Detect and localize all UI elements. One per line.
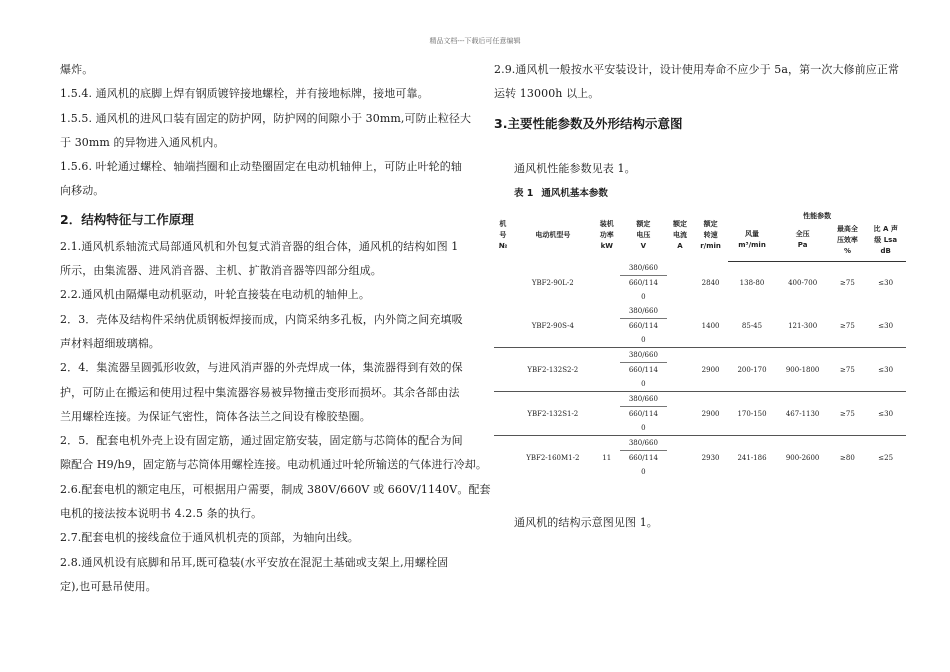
paragraph: 于 30mm 的异物进入通风机内。 [60,135,225,149]
section-heading: 2．结构特征与工作原理 [60,211,194,227]
cell-power: 11 [594,436,620,480]
cell-voltage: 660/114 [628,454,658,463]
cell-flow: 200-170 [728,348,775,392]
left-column [60,58,491,599]
paragraph: 1.5.4. 通风机的底脚上焊有钢质镀锌接地螺栓，并有接地标牌，接地可靠。 [60,87,429,101]
figure-reference: 通风机的结构示意图见图 1。 [514,516,658,530]
paragraph: 运转 13000h 以上。 [494,87,600,101]
cell-efficiency: ≥75 [830,392,866,436]
paragraph: 2.1.通风机系轴流式局部通风机和外包复式消音器的组合体，通风机的结构如图 1 [60,239,459,253]
cell-speed: 2930 [693,436,728,480]
cell-motor: YBF2-90L-2 [531,278,574,287]
cell-no [494,261,512,304]
cell-motor: YBF2-90S-4 [531,321,574,330]
cell-voltage: 380/660 [620,348,667,363]
cell-pressure: 467-1130 [776,392,830,436]
cell-flow: 85-45 [741,321,763,330]
paragraph: 2.2.通风机由隔爆电动机驱动，叶轮直接装在电动机的轴伸上。 [60,288,370,302]
right-column [494,58,914,536]
paragraph: 爆炸。 [60,63,94,76]
cell-no [494,436,512,480]
header-power: 装机 功率 kW [599,220,614,251]
cell-motor: YBF2-132S1-2 [512,392,594,436]
cell-no [494,348,512,392]
paragraph: 隙配合 H9/h9，固定筋与芯筒体用螺栓连接。电动机通过叶轮所输送的气体进行冷却。 [60,458,487,472]
header-motor: 电动机型号 [535,231,571,240]
cell-voltage: 660/114 [628,410,658,419]
cell-power [594,392,620,436]
header-noise: 比 A 声 级 Lsa dB [865,223,906,262]
cell-pressure: 400-700 [788,279,818,288]
cell-flow: 170-150 [728,392,775,436]
table-row [494,304,906,319]
cell-speed: 1400 [701,321,720,330]
cell-flow: 241-186 [728,436,775,480]
cell-current [667,304,693,348]
paragraph: 护，可防止在搬运和使用过程中集流器容易被异物撞击变形而损坏。其余各部由法 [60,385,460,399]
header-pressure: 全压 Pa [776,223,830,262]
paragraph: 2.6.配套电机的额定电压，可根据用户需要，制成 380V/660V 或 660V/1140V。配套 [60,482,491,496]
cell-current [667,348,693,392]
cell-current [667,392,693,436]
cell-flow: 138-80 [739,279,765,288]
cell-power [594,348,620,392]
section-heading: 3.主要性能参数及外形结构示意图 [494,115,683,131]
cell-current [667,261,693,304]
paragraph: 1.5.6. 叶轮通过螺栓、轴端挡圈和止动垫圈固定在电动机轴伸上，可防止叶轮的轴 [60,160,462,174]
cell-efficiency: ≥80 [830,436,866,480]
paragraph: 电机的接法按本说明书 4.2.5 条的执行。 [60,507,263,521]
table-body [494,261,906,479]
cell-current [667,436,693,480]
cell-voltage: 0 [641,380,646,389]
paragraph: 2.9.通风机一般按水平安装设计，设计使用寿命不应少于 5a，第一次大修前应正常 [494,63,900,76]
paragraph: 2．4．集流器呈圆弧形收敛，与进风消声器的外壳焊成一体，集流器得到有效的保 [60,361,463,375]
paragraph: 2．5．配套电机外壳上设有固定筋，通过固定筋安装，固定筋与芯筒体的配合为间 [60,434,463,448]
page-header: 精品文档---下载后可任意编辑 [429,37,521,45]
paragraph: 向移动。 [60,184,105,198]
cell-motor: YBF2-160M1-2 [512,436,594,480]
table-caption [494,185,914,203]
header-no: 机 号 № [498,220,508,251]
cell-voltage: 380/660 [620,392,667,407]
cell-efficiency: ≥75 [830,348,866,392]
table-row [494,261,906,276]
cell-voltage: 380/660 [620,261,667,276]
header-performance-group: 性能参数 [803,211,832,220]
cell-speed: 2900 [693,348,728,392]
cell-noise: ≤30 [878,279,894,288]
cell-voltage: 380/660 [620,436,667,451]
cell-voltage: 380/660 [620,304,667,319]
cell-speed: 2840 [701,278,720,287]
cell-pressure: 900-2600 [776,436,830,480]
cell-power [594,304,620,348]
cell-no [494,392,512,436]
cell-voltage: 0 [641,336,646,345]
cell-no [494,304,512,348]
paragraph: 兰用螺栓连接。为保证气密性，筒体各法兰之间设有橡胶垫圈。 [60,409,371,423]
cell-voltage: 0 [641,293,646,302]
table-row [494,436,906,451]
paragraph: 声材料超细玻璃棉。 [60,336,160,350]
table-title: 通风机基本参数 [541,187,608,199]
cell-noise: ≤30 [865,392,906,436]
cell-efficiency: ≥75 [840,321,855,330]
paragraph: 2．3．壳体及结构件采纳优质钢板焊接而成，内筒采纳多孔板，内外筒之间充填吸 [60,312,463,326]
cell-power [594,261,620,304]
cell-motor: YBF2-132S2-2 [512,348,594,392]
header-flow: 风量 m³/min [728,223,775,262]
cell-voltage: 660/114 [628,322,658,331]
cell-voltage: 660/114 [628,366,658,375]
paragraph: 1.5.5. 通风机的进风口装有固定的防护网，防护网的间隙小于 30mm,可防止粒径大 [60,111,472,125]
paragraph: 2.8.通风机设有底脚和吊耳,既可稳装(水平安放在混泥土基础或支架上,用螺栓固 [60,555,449,569]
cell-speed: 2900 [693,392,728,436]
cell-efficiency: ≥75 [840,279,855,288]
cell-pressure: 121-300 [788,321,818,330]
header-speed: 额定 转速 r/min [700,220,721,251]
table-intro: 通风机性能参数见表 1。 [514,161,636,175]
table-row [494,348,906,363]
header-current: 额定 电流 A [672,220,687,251]
fan-parameters-table [494,205,906,480]
paragraph: 定),也可悬吊使用。 [60,579,157,593]
cell-noise: ≤25 [865,436,906,480]
cell-voltage: 0 [641,424,646,433]
header-voltage: 额定 电压 V [636,220,651,251]
cell-noise: ≤30 [878,321,894,330]
cell-noise: ≤30 [865,348,906,392]
cell-voltage: 660/114 [628,279,658,288]
paragraph: 所示，由集流器、进风消音器、主机、扩散消音器等四部分组成。 [60,264,382,278]
cell-pressure: 900-1800 [776,348,830,392]
header-efficiency: 最高全 压效率 % [830,223,866,262]
table-number: 表 1 [514,187,534,199]
cell-voltage: 0 [641,468,646,477]
paragraph: 2.7.配套电机的接线盒位于通风机机壳的顶部，为轴向出线。 [60,531,359,545]
table-row [494,392,906,407]
